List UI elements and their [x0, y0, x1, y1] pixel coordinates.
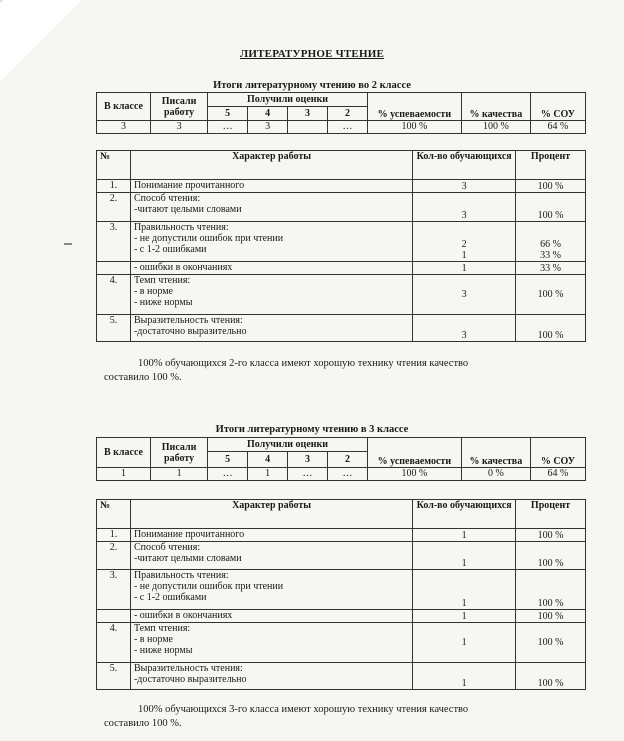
table-row: 3. Правильность чтения: - не допустили ошибок при чтении - с 1-2 ошибками 1 100 %: [97, 570, 586, 610]
header-progress: % успеваемости: [367, 93, 461, 121]
cell-in-class: 3: [97, 121, 151, 134]
table-row: - ошибки в окончаниях 1 100 %: [97, 610, 586, 623]
header-grade-5: 5: [208, 107, 248, 121]
header-percent: Процент: [516, 500, 586, 529]
header-sou: % СОУ: [530, 438, 585, 468]
cell-wrote: 3: [150, 121, 207, 134]
header-grade-3: 3: [288, 107, 328, 121]
grade3-summary-title: Итоги литературному чтению в 3 классе: [215, 424, 409, 435]
table-row: 2. Способ чтения: -читают целыми словами 3 100 %: [97, 193, 586, 222]
cell-sou: 64 %: [530, 121, 585, 134]
cell-in-class: 1: [97, 468, 151, 481]
header-grade-4: 4: [248, 452, 288, 468]
header-grades: Получили оценки: [208, 93, 368, 107]
cell-progress: 100 %: [367, 468, 461, 481]
header-grade-2: 2: [327, 107, 367, 121]
header-work: Характер работы: [130, 500, 412, 529]
header-wrote: Писали работу: [150, 438, 207, 468]
header-grade-4: 4: [248, 107, 288, 121]
cell-grade-5: …: [208, 468, 248, 481]
cell-progress: 100 %: [367, 121, 461, 134]
table-row: - ошибки в окончаниях 1 33 %: [97, 262, 586, 275]
scan-mark: [64, 243, 72, 245]
header-grades: Получили оценки: [208, 438, 368, 452]
cell-grade-5: …: [208, 121, 248, 134]
table-row: 1. Понимание прочитанного 1 100 %: [97, 529, 586, 542]
table-row: 3. Правильность чтения: - не допустили ошибок при чтении - с 1-2 ошибками 2 1 66 % 33 %: [97, 222, 586, 262]
header-quality: % качества: [461, 438, 530, 468]
table-row: 5. Выразительность чтения: -достаточно выразительно 3 100 %: [97, 315, 586, 342]
cell-sou: 64 %: [530, 468, 585, 481]
grade3-works-table: [96, 499, 586, 690]
header-progress: % успеваемости: [367, 438, 461, 468]
cell-quality: 100 %: [461, 121, 530, 134]
table-row: 1. Понимание прочитанного 3 100 %: [97, 180, 586, 193]
folded-corner: [0, 0, 90, 90]
document-title: ЛИТЕРАТУРНОЕ ЧТЕНИЕ: [239, 48, 385, 60]
grade3-summary-table: [96, 437, 586, 481]
header-in-class: В классе: [97, 93, 151, 121]
header-work: Характер работы: [130, 151, 412, 180]
cell-grade-2: …: [327, 468, 367, 481]
cell-grade-3: …: [288, 468, 328, 481]
table-row: 4. Темп чтения: - в норме - ниже нормы 1 100 %: [97, 623, 586, 663]
grade3-conclusion: 100% обучающихся 3-го класса имеют хорошую технику чтения качество составило 100 %.: [104, 704, 469, 729]
cell-grade-4: 1: [248, 468, 288, 481]
table-row: 5. Выразительность чтения: -достаточно выразительно 1 100 %: [97, 663, 586, 690]
header-num: №: [97, 500, 131, 529]
cell-wrote: 1: [150, 468, 207, 481]
grade2-conclusion: 100% обучающихся 2-го класса имеют хорошую технику чтения качество составило 100 %.: [104, 358, 469, 383]
header-count: Кол-во обучающихся: [413, 500, 516, 529]
grade2-works-table: [96, 150, 586, 342]
table-row: 2. Способ чтения: -читают целыми словами 1 100 %: [97, 542, 586, 570]
header-grade-3: 3: [288, 452, 328, 468]
header-percent: Процент: [516, 151, 586, 180]
header-grade-5: 5: [208, 452, 248, 468]
header-in-class: В классе: [97, 438, 151, 468]
table-row: 4. Темп чтения: - в норме - ниже нормы 3 100 %: [97, 275, 586, 315]
cell-grade-2: …: [327, 121, 367, 134]
header-grade-2: 2: [327, 452, 367, 468]
cell-grade-3: [288, 121, 328, 134]
grade2-summary-table: [96, 92, 586, 134]
header-sou: % СОУ: [530, 93, 585, 121]
header-count: Кол-во обучающихся: [413, 151, 516, 180]
grade2-summary-title: Итоги литературному чтению во 2 классе: [213, 80, 411, 91]
header-num: №: [97, 151, 131, 180]
header-wrote: Писали работу: [150, 93, 207, 121]
header-quality: % качества: [461, 93, 530, 121]
cell-quality: 0 %: [461, 468, 530, 481]
cell-grade-4: 3: [248, 121, 288, 134]
